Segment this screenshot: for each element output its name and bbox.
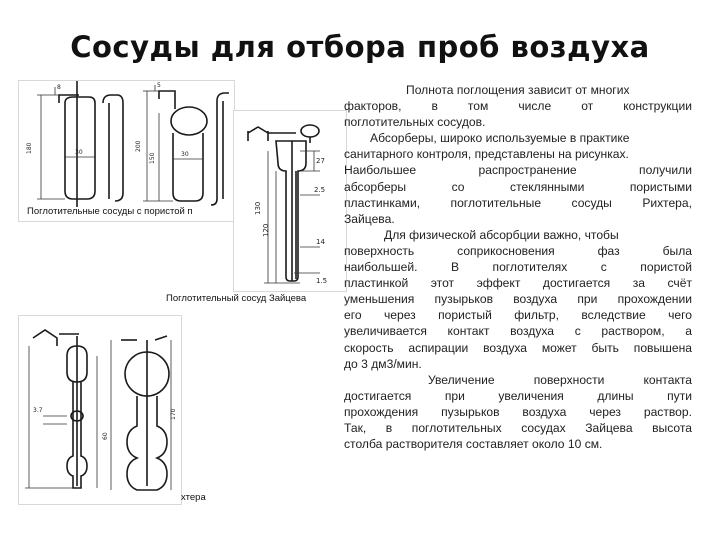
- text-line: факторов, в том числе от конструкции: [344, 99, 692, 114]
- fig3-caption: хтера: [181, 492, 206, 503]
- text-line: пластинкой этот эффект достигается за счёт: [344, 276, 692, 291]
- fig2-dim-d5: 14: [316, 238, 325, 246]
- text-line: Для физической абсорбции важно, чтобы: [384, 227, 619, 242]
- text-line: Абсорберы, широко используемые в практике: [370, 131, 630, 146]
- richter-absorber-drawing: [19, 316, 181, 504]
- text-line: скорость аспирации воздуха может быть повышена: [344, 340, 692, 355]
- body-text: [344, 82, 692, 452]
- text-line: увеличивается контакт воздуха с раствором, а: [344, 324, 692, 339]
- text-line: его через пористый фильтр, вследствие чего: [344, 308, 692, 323]
- fig2-dim-d6: 1.5: [316, 277, 328, 285]
- fig1-dim-d6: 150: [149, 152, 156, 164]
- text-line: санитарного контроля, представлены на рисунках.: [344, 147, 629, 162]
- page-title: Сосуды для отбора проб воздуха: [70, 30, 650, 64]
- fig2-dim-d3: 130: [254, 201, 262, 215]
- fig2-caption: Поглотительный сосуд Зайцева: [166, 293, 307, 304]
- fig1-dim-d3: 30: [75, 149, 83, 156]
- text-line: уменьшения пузырьков воздуха при прохождении: [344, 292, 692, 307]
- fig1-dim-d4: 5: [157, 82, 161, 89]
- text-line: абсорберы со стеклянными пористыми: [344, 179, 692, 194]
- fig3-dim-d1: 3.7: [33, 407, 43, 414]
- porous-absorber-drawing: [19, 81, 234, 221]
- fig2-dim-d2: 2.5: [314, 186, 326, 194]
- fig1-caption: Поглотительные сосуды с пористой п: [27, 206, 193, 217]
- fig2-dim-d1: 27: [316, 157, 325, 165]
- text-line: поглотительных сосудов.: [344, 115, 486, 130]
- text-line: поверхность соприкосновения фаз была: [344, 243, 692, 258]
- text-line: Полнота поглощения зависит от многих: [406, 83, 630, 97]
- fig3-dim-d3: 170: [170, 408, 177, 420]
- fig1-dim-d7: 30: [181, 151, 189, 158]
- text-line: Увеличение поверхности контакта: [428, 372, 692, 387]
- text-line: столба растворителя составляет около 10 см.: [344, 437, 603, 452]
- text-line: Наибольшее распространение получили: [344, 163, 692, 178]
- figure-zaitsev-absorber: [233, 110, 347, 292]
- text-line: достигается при увеличения длины пути: [344, 388, 692, 403]
- zaitsev-absorber-drawing: [234, 111, 346, 291]
- text-line: Зайцева.: [344, 211, 395, 226]
- text-line: прохождения пузырьков воздуха через раствор.: [344, 404, 692, 419]
- fig1-dim-d1: 8: [57, 84, 61, 91]
- figure-porous-plate-absorbers: [18, 80, 235, 222]
- text-line: наибольшей. В поглотителях с пористой: [344, 260, 692, 275]
- fig1-dim-d5: 200: [135, 140, 142, 152]
- fig1-dim-d2: 180: [26, 142, 33, 154]
- fig3-dim-d2: 60: [102, 432, 109, 440]
- text-line: пластинками, поглотительные сосуды Рихтера,: [344, 195, 692, 210]
- fig2-dim-d4: 120: [262, 223, 270, 237]
- text-line: Так, в поглотительных сосудах Зайцева высота: [344, 420, 692, 435]
- text-line: до 3 дм3/мин.: [344, 356, 422, 371]
- figure-richter-absorbers: [18, 315, 182, 505]
